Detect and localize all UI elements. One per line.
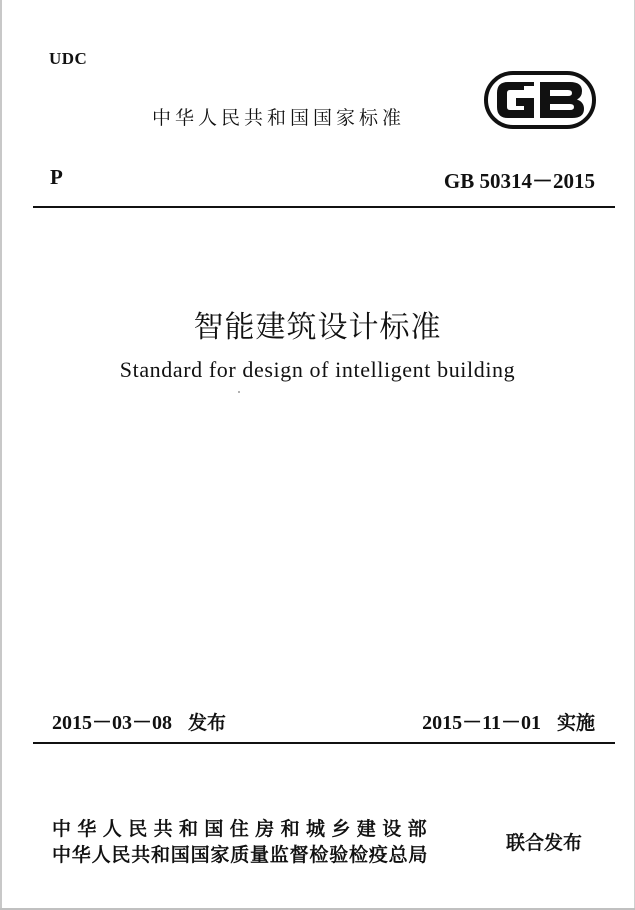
udc-label: UDC bbox=[49, 49, 88, 68]
page-edge-left bbox=[0, 0, 2, 910]
top-divider bbox=[33, 206, 615, 208]
scan-speck bbox=[238, 391, 240, 393]
issue-date-block bbox=[52, 706, 226, 735]
issue-date: 2015－03－08 bbox=[52, 712, 172, 734]
title-chinese: 智能建筑设计标准 bbox=[193, 310, 442, 345]
category-code: P bbox=[50, 165, 63, 189]
implementation-date: 2015－11－01 bbox=[422, 712, 541, 734]
bottom-divider bbox=[33, 742, 615, 744]
issue-label: 发布 bbox=[188, 712, 227, 734]
implementation-label: 实施 bbox=[556, 712, 595, 734]
standard-number: GB 50314－2015 bbox=[443, 169, 595, 193]
title-english: Standard for design of intelligent building bbox=[119, 357, 516, 382]
gb-logo bbox=[484, 70, 596, 130]
national-standard-label: 中华人民共和国国家标准 bbox=[152, 107, 406, 129]
publisher-ministry: 中华人民共和国住房和城乡建设部 bbox=[52, 818, 434, 840]
implementation-date-block bbox=[422, 706, 595, 735]
joint-issue-label: 联合发布 bbox=[506, 832, 583, 854]
publisher-aqsiq: 中华人民共和国国家质量监督检验检疫总局 bbox=[52, 844, 429, 866]
